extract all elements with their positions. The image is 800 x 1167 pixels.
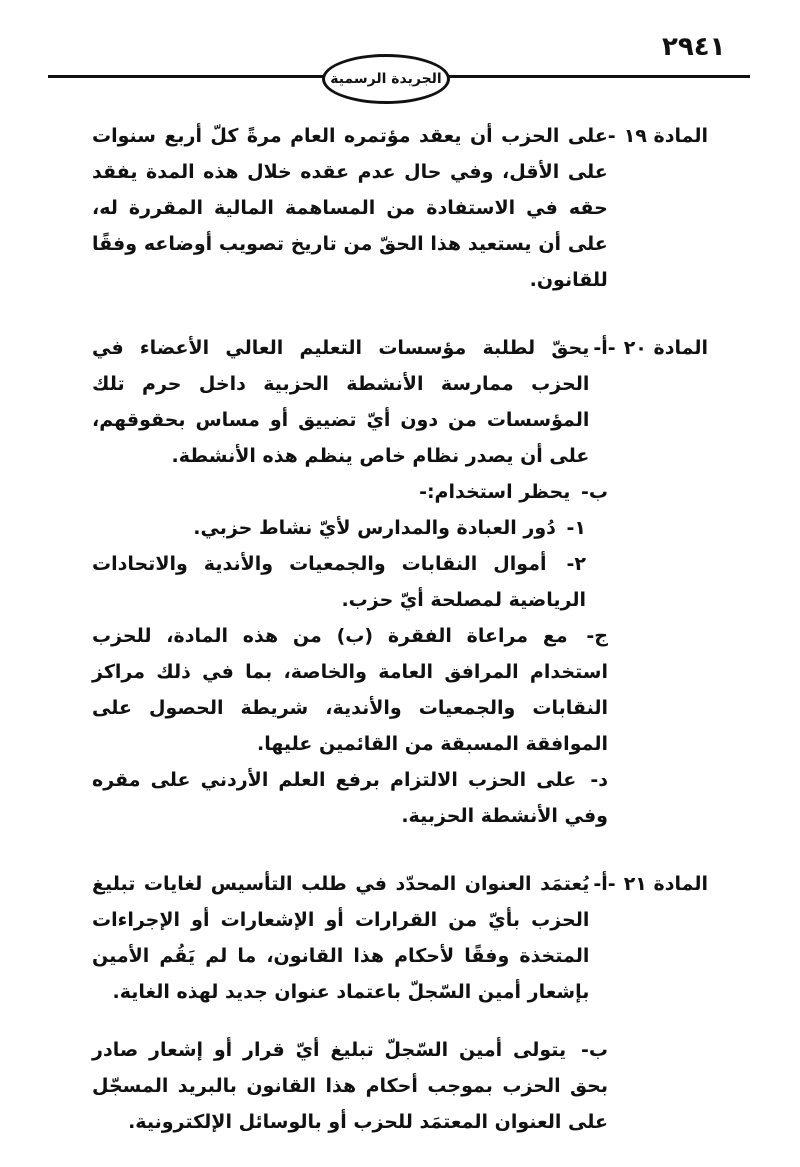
article-21 xyxy=(92,866,708,1140)
gazette-title: الجريدة الرسمية xyxy=(330,71,442,87)
article-20-clause-c xyxy=(92,618,608,762)
article-21-dash: - xyxy=(607,873,616,895)
article-20-clause-d-label: د- xyxy=(590,769,608,791)
article-19 xyxy=(92,118,708,298)
article-20-clause-d-text: على الحزب الالتزام برفع العلم الأردني على مقره وفي الأنشطة الحزبية. xyxy=(92,769,608,827)
article-20-clause-d xyxy=(92,762,608,834)
page-number: ٢٩٤١ xyxy=(662,32,726,62)
spacer xyxy=(92,298,708,330)
article-21-label: المادة ٢١ xyxy=(623,873,708,895)
article-21-head xyxy=(92,866,708,1010)
article-19-label: المادة ١٩ xyxy=(623,125,708,147)
item-text: دُور العبادة والمدارس لأيّ نشاط حزبي. xyxy=(193,517,556,539)
article-20-head xyxy=(92,330,708,474)
article-20 xyxy=(92,330,708,834)
document-body xyxy=(92,118,708,1140)
article-21-clause-b-label: ب- xyxy=(581,1039,608,1061)
article-21-clause-b-text: يتولى أمين السّجلّ تبليغ أيّ قرار أو إشعار صادر بحق الحزب بموجب أحكام هذا القانون بالبريد المسجّل على العنوان المعتمَد للحزب أو بالوسائل الإلكترونية. xyxy=(92,1039,608,1133)
article-21-clause-a-label: أ- xyxy=(593,873,608,895)
article-20-label: المادة ٢٠ xyxy=(623,337,708,359)
article-20-clause-b xyxy=(92,474,608,618)
article-19-dash: - xyxy=(607,125,616,147)
article-20-clause-c-label: ج- xyxy=(586,625,608,647)
article-20-clause-b-item-1 xyxy=(92,510,586,546)
article-20-clause-b-text: يحظر استخدام:- xyxy=(419,481,571,503)
article-21-clause-a-text: يُعتمَد العنوان المحدّد في طلب التأسيس لغايات تبليغ الحزب بأيّ من القرارات أو الإشعارات أو الإجراءات المتخذة وفقًا لأحكام هذا القانون، ما لم يَقُم الأمين بإشعار أمين السّجلّ باعتماد عنوان جديد لهذه الغاية. xyxy=(92,873,590,1003)
item-number: ٢- xyxy=(566,553,586,575)
article-20-clause-a-text: يحقّ لطلبة مؤسسات التعليم العالي الأعضاء في الحزب ممارسة الأنشطة الحزبية داخل حرم تلك المؤسسات من دون أيّ تضييق أو مساس بحقوقهم، على أن يصدر نظام خاص ينظم هذه الأنشطة. xyxy=(92,337,590,467)
article-21-clause-b xyxy=(92,1032,608,1140)
article-19-head xyxy=(92,118,708,298)
item-number: ١- xyxy=(566,517,586,539)
spacer xyxy=(92,834,708,866)
article-20-clause-a-label: أ- xyxy=(593,337,608,359)
article-20-clause-b-item-2 xyxy=(92,546,586,618)
article-19-text: على الحزب أن يعقد مؤتمره العام مرةً كلّ أربع سنوات على الأقل، وفي حال عدم عقده خلال هذه المدة يفقد حقه في الاستفادة من المساهمة المالية المقررة له، على أن يستعيد هذا الحقّ من تاريخ تصويب أوضاعه وفقًا للقانون. xyxy=(92,125,608,291)
article-20-clause-b-label: ب- xyxy=(581,481,608,503)
article-20-clause-c-text: مع مراعاة الفقرة (ب) من هذه المادة، للحزب استخدام المرافق العامة والخاصة، بما في ذلك مراكز النقابات والجمعيات والأندية، شريطة الحصول على الموافقة المسبقة من القائمين عليها. xyxy=(92,625,608,755)
article-20-dash: - xyxy=(607,337,616,359)
item-text: أموال النقابات والجمعيات والأندية والاتحادات الرياضية لمصلحة أيّ حزب. xyxy=(92,553,586,611)
gazette-title-badge xyxy=(322,54,450,104)
spacer xyxy=(92,1010,708,1032)
